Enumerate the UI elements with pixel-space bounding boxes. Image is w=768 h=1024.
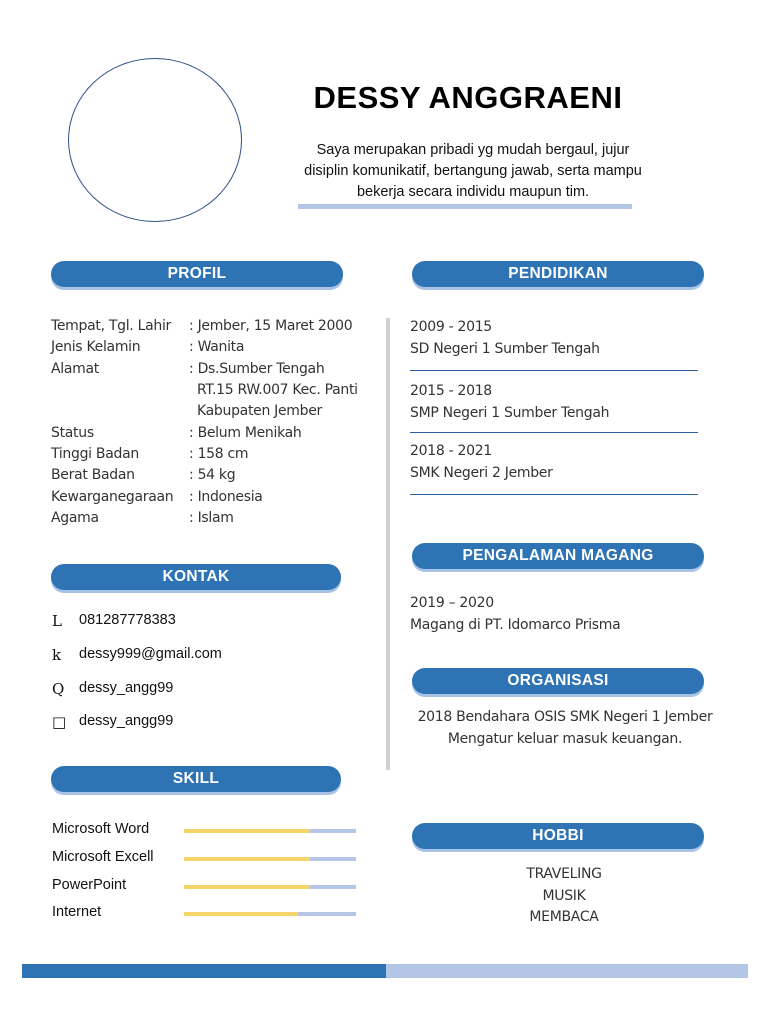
- profile-value: : Jember, 15 Maret 2000: [189, 318, 353, 334]
- skill-item: [52, 821, 362, 841]
- profile-row: [51, 337, 381, 358]
- profile-row: [51, 316, 381, 337]
- skill-bar-fill: [184, 885, 310, 889]
- profile-row: [51, 487, 381, 508]
- profile-label: Tempat, Tgl. Lahir: [51, 318, 172, 334]
- hobby-item: TRAVELING: [526, 866, 602, 882]
- profile-label: Alamat: [51, 361, 99, 377]
- profile-value: : Belum Menikah: [189, 425, 302, 441]
- organization-role: 2018 Bendahara OSIS SMK Negeri 1 Jember: [417, 709, 713, 725]
- profile-row: [51, 359, 381, 423]
- profile-value: : Indonesia: [189, 489, 263, 505]
- skill-bar-fill: [184, 857, 310, 861]
- skill-bar: [184, 912, 356, 916]
- organization-heading: ORGANISASI: [412, 668, 704, 694]
- full-name: DESSY ANGGRAENI: [313, 80, 623, 115]
- summary-line: disiplin komunikatif, bertangung jawab, serta mampu: [304, 163, 642, 179]
- education-divider: [410, 432, 698, 433]
- address-line: : Ds.Sumber Tengah: [189, 361, 325, 377]
- skill-bar-fill: [184, 829, 310, 833]
- skill-item: [52, 849, 362, 869]
- hobby-heading: HOBBI: [412, 823, 704, 849]
- education-heading: PENDIDIKAN: [412, 261, 704, 287]
- education-school: SMP Negeri 1 Sumber Tengah: [410, 405, 610, 421]
- hobby-item: MEMBACA: [529, 909, 599, 925]
- skill-item: [52, 904, 362, 924]
- profile-row: [51, 508, 381, 529]
- education-item: [410, 316, 700, 360]
- profile-label: Jenis Kelamin: [51, 339, 141, 355]
- address-line: Kabupaten Jember: [197, 403, 323, 419]
- profile-label: Kewarganegaraan: [51, 489, 174, 505]
- profile-value: : Wanita: [189, 339, 245, 355]
- skill-label: Microsoft Word: [52, 821, 150, 837]
- education-divider: [410, 494, 698, 495]
- organization-entry: [400, 706, 730, 750]
- profile-value-address: [189, 359, 379, 422]
- education-years: 2018 - 2021: [410, 443, 492, 459]
- education-school: SD Negeri 1 Sumber Tengah: [410, 341, 600, 357]
- profile-row: [51, 423, 381, 444]
- summary-line: Saya merupakan pribadi yg mudah bergaul, jujur: [316, 142, 630, 158]
- education-divider: [410, 370, 698, 371]
- skill-bar: [184, 885, 356, 889]
- skill-bar: [184, 857, 356, 861]
- profile-photo-placeholder: [68, 58, 242, 222]
- profile-label: Status: [51, 425, 94, 441]
- summary-underline: [298, 204, 632, 209]
- social-handle: dessy_angg99: [79, 713, 174, 729]
- hobby-item: MUSIK: [542, 887, 586, 904]
- internship-place: Magang di PT. Idomarco Prisma: [410, 617, 621, 633]
- profile-row: [51, 465, 381, 486]
- skill-heading: SKILL: [51, 766, 341, 792]
- profile-row: [51, 444, 381, 465]
- internship-entry: [410, 592, 710, 636]
- phone-icon: L: [52, 612, 62, 630]
- skill-label: PowerPoint: [52, 877, 127, 893]
- education-years: 2009 - 2015: [410, 319, 492, 335]
- contact-heading: KONTAK: [51, 564, 341, 590]
- profile-value: : 158 cm: [189, 446, 249, 462]
- profile-value: : Islam: [189, 510, 234, 526]
- email-address[interactable]: dessy999@gmail.com: [79, 646, 222, 662]
- internship-heading: PENGALAMAN MAGANG: [412, 543, 704, 569]
- education-item: [410, 440, 700, 484]
- address-line: RT.15 RW.007 Kec. Panti: [197, 382, 358, 398]
- footer-bar-light: [386, 964, 748, 978]
- instagram-handle: dessy_angg99: [79, 680, 174, 696]
- summary: [278, 140, 668, 203]
- skill-bar: [184, 829, 356, 833]
- hobby-list: [416, 864, 712, 929]
- instagram-icon: Q: [52, 680, 65, 698]
- phone-number: 081287778383: [79, 612, 176, 628]
- profile-value: : 54 kg: [189, 467, 236, 483]
- profile-label: Tinggi Badan: [51, 446, 139, 462]
- profile-label: Agama: [51, 510, 99, 526]
- internship-years: 2019 – 2020: [410, 595, 494, 611]
- profile-heading: PROFIL: [51, 261, 343, 287]
- profile-label: Berat Badan: [51, 467, 135, 483]
- skill-label: Microsoft Excell: [52, 849, 154, 865]
- skill-bar-fill: [184, 912, 298, 916]
- education-years: 2015 - 2018: [410, 383, 492, 399]
- social-icon: □: [52, 713, 67, 731]
- skill-item: [52, 877, 362, 897]
- summary-line: bekerja secara individu maupun tim.: [356, 184, 590, 200]
- footer-bar-dark: [22, 964, 386, 978]
- organization-description: Mengatur keluar masuk keuangan.: [447, 731, 683, 747]
- education-school: SMK Negeri 2 Jember: [410, 465, 553, 481]
- education-item: [410, 380, 700, 424]
- skill-label: Internet: [52, 904, 102, 920]
- column-divider: [386, 318, 390, 770]
- email-icon: k: [52, 646, 62, 664]
